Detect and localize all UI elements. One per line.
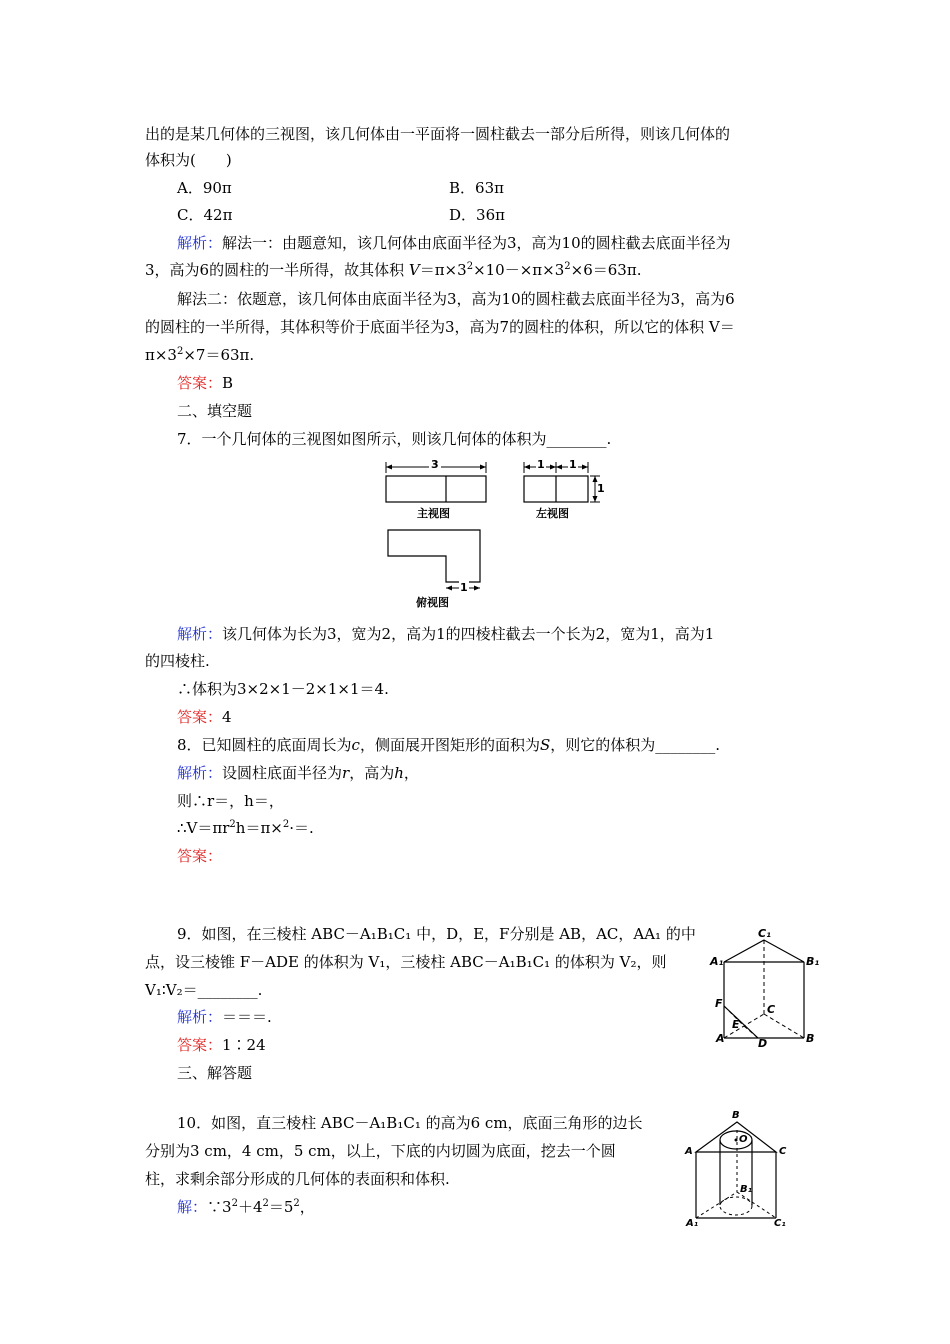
q9-answer: 答案：1∶24 [177, 1036, 266, 1054]
top-view-caption: 俯视图 [416, 596, 449, 609]
label-a: A [685, 1146, 693, 1157]
q9-stem-line1: 9．如图，在三棱柱 ABC－A₁B₁C₁ 中，D，E，F分别是 AB，AC，AA₁ 的中 [177, 925, 696, 943]
label-d: D [758, 1037, 768, 1050]
q10-prism-figure [684, 1110, 794, 1230]
section-answer-questions: 三、解答题 [177, 1064, 253, 1082]
label-c: C [779, 1146, 787, 1157]
label-c1: C₁ [758, 927, 771, 940]
q6-solution2-line1: 解法二：依题意，该几何体由底面半径为3，高为10的圆柱截去底面半径为3，高为6 [177, 290, 735, 308]
q6-solution2-line2: 的圆柱的一半所得，其体积等价于底面半径为3，高为7的圆柱的体积，所以它的体积 V＝ [145, 318, 735, 336]
q6-option-d: D．36π [449, 206, 505, 224]
q7-solution-line3: ∴体积为3×2×1－2×1×1＝4. [177, 680, 389, 698]
top-view-dimension: 1 [460, 581, 468, 594]
q6-stem-line2: 体积为( ) [145, 151, 232, 169]
q10-stem-line3: 柱，求剩余部分形成的几何体的表面积和体积. [145, 1170, 450, 1188]
label-c: C [767, 1003, 776, 1016]
side-view-dimension-2: 1 [569, 458, 577, 471]
front-view-dimension: 3 [431, 458, 439, 471]
solution-label: 解析： [177, 234, 223, 252]
label-a: A [716, 1032, 725, 1045]
q6-solution2-line3: $\pi\times 3^2\times 7=63\pi$. [145, 346, 255, 364]
q9-prism-figure [708, 926, 823, 1050]
q9-stem-line3: V₁∶V₂＝________. [145, 981, 263, 999]
q6-solution-line1: 解析：解法一：由题意知，该几何体由底面半径为3，高为10的圆柱截去底面半径为 [177, 234, 731, 252]
q8-answer-label: 答案： [177, 847, 223, 865]
q7-solution-line2: 的四棱柱. [145, 652, 210, 670]
side-view-dimension-1: 1 [537, 458, 545, 471]
q6-option-c: C．42π [177, 206, 233, 224]
answer-label: 答案： [177, 374, 223, 392]
side-view-caption: 左视图 [536, 507, 569, 520]
q6-option-b: B．63π [449, 179, 504, 197]
side-view-dimension-3: 1 [597, 482, 605, 495]
label-f: F [715, 997, 723, 1010]
q6-stem-line1: 出的是某几何体的三视图，该几何体由一平面将一圆柱截去一部分后所得，则该几何体的 [145, 125, 731, 143]
label-a1: A₁ [710, 955, 724, 968]
q7-stem: 7．一个几何体的三视图如图所示，则该几何体的体积为________. [177, 430, 612, 448]
label-o: O [739, 1134, 748, 1145]
q7-three-view-figure [380, 458, 610, 616]
label-b: B [732, 1110, 740, 1121]
label-c1: C₁ [774, 1218, 786, 1229]
label-b: B [806, 1032, 815, 1045]
label-b1: B₁ [740, 1184, 753, 1195]
q8-solution-line3: $\therefore V=\pi r^2h=\pi\times^2\cdot=$. [177, 819, 314, 837]
label-b1: B₁ [806, 955, 820, 968]
q10-solution: 解：$\because 3^2+4^2=5^2$， [177, 1198, 315, 1216]
q8-solution-line1: 解析：设圆柱底面半径为r，高为h， [177, 764, 419, 782]
label-a1: A₁ [686, 1218, 699, 1229]
q9-stem-line2: 点，设三棱锥 F－ADE 的体积为 V₁，三棱柱 ABC－A₁B₁C₁ 的体积为 V₂，则 [145, 953, 667, 971]
q10-stem-line1: 10．如图，直三棱柱 ABC－A₁B₁C₁ 的高为6 cm，底面三角形的边长 [177, 1114, 643, 1132]
q6-answer: 答案：B [177, 374, 234, 392]
q6-solution-line2: 3，高为6的圆柱的一半所得，故其体积 $V=\pi\times 3^2\times 10-\times\pi\times 3^2\times 6=63\pi$. [145, 261, 642, 279]
section-fill-in: 二、填空题 [177, 402, 253, 420]
q7-answer: 答案：4 [177, 708, 232, 726]
label-e: E [732, 1018, 740, 1031]
q10-stem-line2: 分别为3 cm，4 cm，5 cm，以上，下底的内切圆为底面，挖去一个圆 [145, 1142, 616, 1160]
q7-solution-line1: 解析：该几何体为长为3，宽为2，高为1的四棱柱截去一个长为2，宽为1，高为1 [177, 625, 715, 643]
q8-solution-line2: 则∴r＝，h＝， [177, 792, 284, 810]
q6-option-a: A．90π [177, 179, 232, 197]
q9-solution: 解析：＝＝＝. [177, 1008, 272, 1026]
front-view-caption: 主视图 [417, 507, 450, 520]
q8-stem: 8．已知圆柱的底面周长为c，侧面展开图矩形的面积为S，则它的体积为________. [177, 736, 721, 754]
